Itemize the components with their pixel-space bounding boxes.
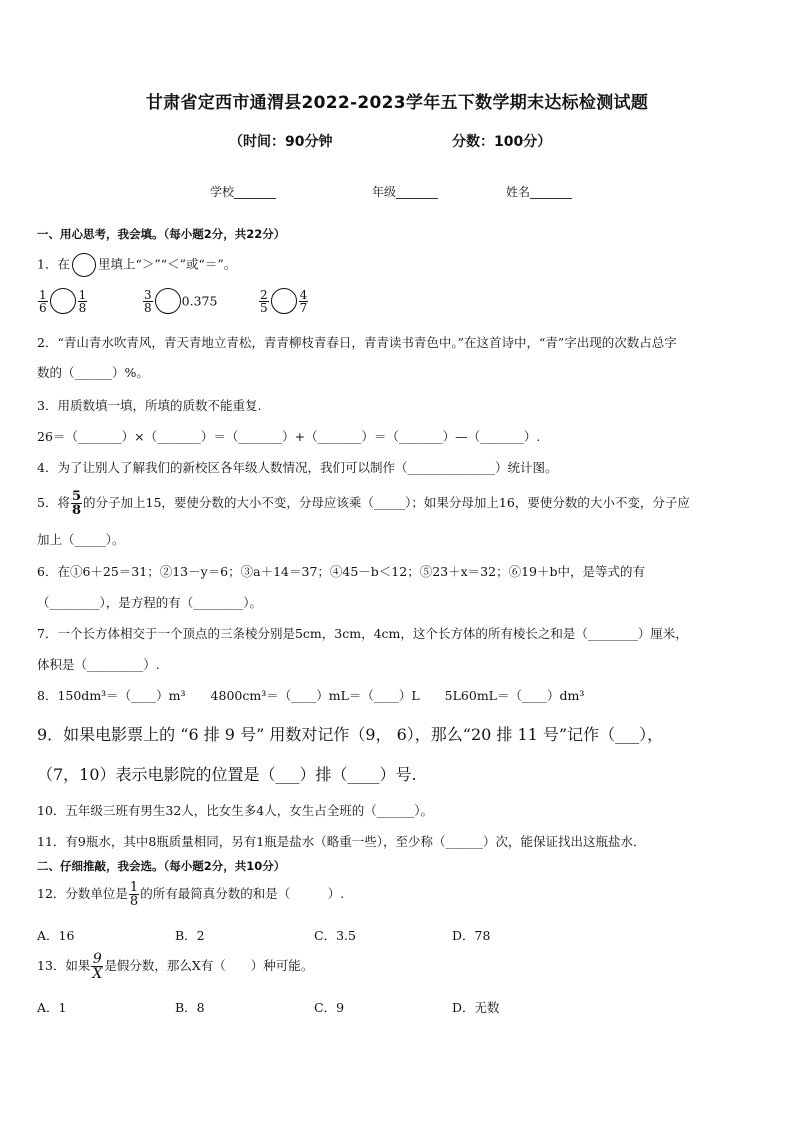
question-5-line-1 [37,490,794,517]
q1-suffix: 里填上“＞”“＜”或“＝”。 [97,256,237,272]
question-3-line-2: 26＝（_______）×（_______）＝（_______）+（_______）＝（_______）—（_______）. [37,429,541,444]
q5-prefix: 5．将 [37,495,70,510]
time-label: （时间：90分钟 [229,134,333,150]
question-10: 10．五年级三班有男生32人，比女生多4人，女生占全班的（______）。 [37,803,434,818]
fraction: $\frac{3}{8}$ [144,287,152,315]
compare-circle[interactable] [271,288,297,314]
fraction: $\frac{1}{8}$ [129,880,139,909]
q12-option-b[interactable]: B．2 [175,928,205,943]
question-3-line-1: 3．用质数填一填，所填的质数不能重复. [37,398,262,413]
grade-field[interactable]: 年级_______ [372,185,439,199]
fraction: $\frac{4}{7}$ [299,287,308,315]
q12-suffix: 的所有最简真分数的和是（ ）. [140,886,345,901]
compare-circle[interactable] [50,288,76,314]
q1-item-3 [258,288,309,314]
q12-option-a[interactable]: A．16 [37,928,75,943]
question-12 [37,881,794,908]
question-7-line-2: 体积是（_________）. [37,657,160,672]
q13-option-d[interactable]: D．无数 [452,1000,500,1015]
name-field[interactable]: 姓名_______ [506,185,573,199]
q12-option-d[interactable]: D．78 [452,928,491,943]
q1-prefix: 1．在 [37,256,70,272]
section-2-heading: 二、仔细推敲，我会选。（每小题2分，共10分） [37,859,286,873]
q1-item-1 [37,288,88,314]
question-11: 11．有9瓶水，其中8瓶质量相同，另有1瓶是盐水（略重一些），至少称（______）次，能保证找出这瓶盐水． [37,834,646,849]
question-6-line-2: （________），是方程的有（________）。 [37,595,263,610]
fraction: $\frac{9}{X}$ [92,951,103,982]
q12-option-c[interactable]: C．3.5 [314,928,356,943]
question-2-line-1: 2．“青山青水吹青风，青天青地立青松，青青柳枝青春日，青青读书青色中。”在这首诗中，“青”字出现的次数占总字 [37,335,677,350]
question-9-line-1: 9．如果电影票上的 “6 排 9 号” 用数对记作（9， 6），那么“20 排 11 号”记作（___）， [37,725,664,744]
q12-prefix: 12．分数单位是 [37,886,128,901]
q13-option-a[interactable]: A．1 [37,1000,67,1015]
q13-option-c[interactable]: C．9 [314,1000,345,1015]
q13-option-b[interactable]: B．8 [175,1000,205,1015]
question-1 [37,253,794,277]
school-field[interactable]: 学校_______ [210,185,277,199]
question-4: 4．为了让别人了解我们的新校区各年级人数情况，我们可以制作（______________）统计图。 [37,460,558,475]
question-7-line-1: 7．一个长方体相交于一个顶点的三条棱分别是5cm，3cm，4cm，这个长方体的所有棱长之和是（________）厘米， [37,626,688,641]
question-2-line-2: 数的（______）%。 [37,365,149,380]
fraction: $\frac{2}{5}$ [260,287,268,315]
fraction: $\frac{1}{6}$ [39,287,47,315]
q1-item-2 [142,288,217,314]
q5-text: 的分子加上15，要使分数的大小不变，分母应该乘（_____）；如果分母加上16，要使分数的大小不变，分子应 [83,495,690,510]
q13-suffix: 是假分数，那么X有（ ）种可能。 [104,958,314,973]
question-8: 8．150dm³＝（____）m³ 4800cm³＝（____）mL＝（____）L 5L60mL＝（____）dm³ [37,688,585,703]
fraction: $\frac{1}{8}$ [78,287,87,315]
compare-circle[interactable] [155,288,181,314]
answer-circle [72,253,96,277]
value: 0.375 [181,293,218,309]
q13-prefix: 13．如果 [37,958,91,973]
question-13 [37,952,794,981]
question-5-line-2: 加上（_____）。 [37,532,125,547]
score-label: 分数：100分） [452,134,552,150]
question-9-line-2: （7，10）表示电影院的位置是（___）排（____）号. [37,765,417,784]
question-6-line-1: 6．在①6＋25＝31；②13－y＝6；③a＋14＝37；④45－b＜12；⑤23＋x＝32；⑥19＋b中，是等式的有 [37,564,645,579]
section-1-heading: 一、用心思考，我会填。（每小题2分，共22分） [37,227,286,241]
page-title: 甘肃省定西市通渭县2022-2023学年五下数学期末达标检测试题 [145,93,649,113]
fraction: $\frac{5}{8}$ [71,489,81,518]
